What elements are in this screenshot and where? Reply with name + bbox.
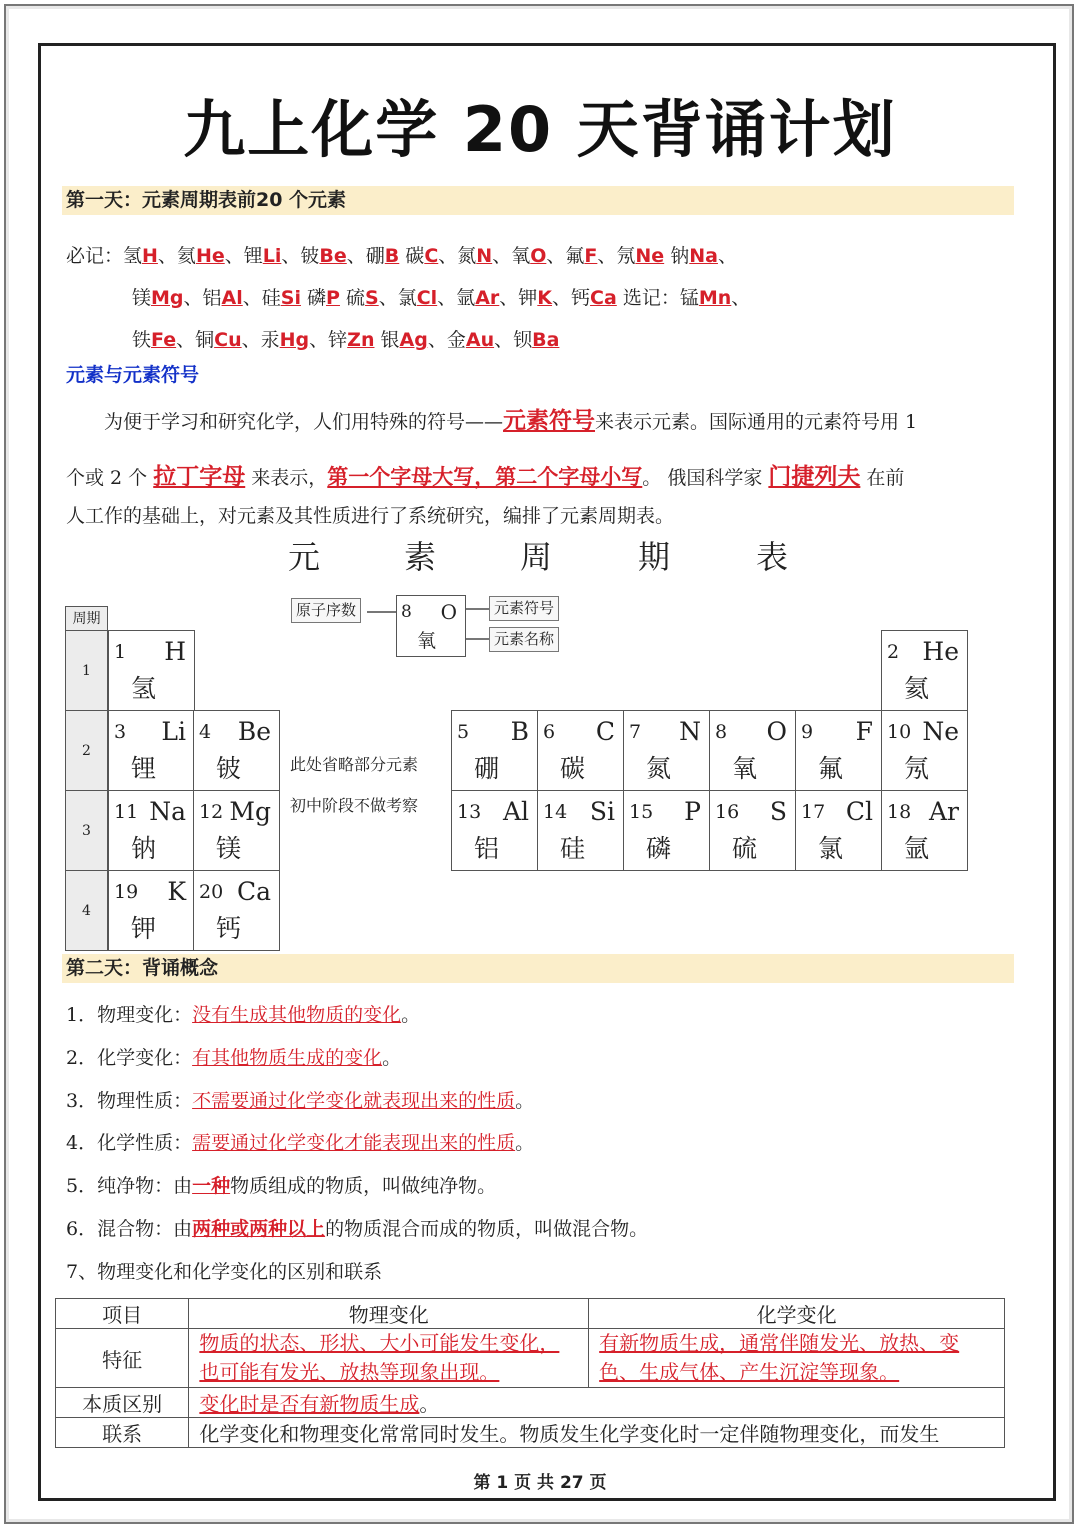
element-text: 、氩 — [437, 287, 476, 309]
element-name: 氢 — [131, 674, 157, 703]
element-symbol: K — [537, 287, 553, 309]
keyword-mendeleev: 门捷列夫 — [768, 464, 861, 490]
element-text: 碳 — [399, 245, 425, 267]
legend-atomic-number: 原子序数 — [291, 598, 361, 623]
table-header: 化学变化 — [589, 1299, 1005, 1329]
element-cell-mg — [193, 790, 280, 871]
element-text: 、氟 — [546, 245, 585, 267]
element-number: 1 — [114, 641, 127, 663]
para-text: 在前 — [866, 467, 905, 489]
element-text: 硫 — [339, 287, 366, 309]
element-cell-cl — [795, 790, 882, 871]
table-row — [56, 1388, 1005, 1418]
element-text: 、 — [717, 245, 737, 267]
element-symbol: Mn — [698, 287, 732, 309]
table-cell: 特征 — [56, 1329, 189, 1388]
element-number: 5 — [457, 721, 470, 743]
element-symbol: Mg — [151, 287, 184, 309]
element-cell-li — [108, 710, 195, 791]
element-text: 银 — [374, 329, 400, 351]
element-cell-f — [795, 710, 882, 791]
element-text: 、硅 — [242, 287, 281, 309]
table-row — [56, 1299, 1005, 1329]
element-name: 氩 — [904, 834, 930, 863]
title-char: 期 — [638, 538, 671, 576]
element-text: 必记：氢 — [66, 245, 143, 267]
table-header: 项目 — [56, 1299, 189, 1329]
element-number: 18 — [887, 801, 912, 823]
element-text: 镁 — [132, 287, 152, 309]
para-line-2 — [66, 458, 904, 491]
element-text: 、硼 — [346, 245, 385, 267]
element-name: 磷 — [646, 834, 672, 863]
concept-item — [66, 1171, 496, 1198]
essence-end: 。 — [419, 1392, 440, 1416]
element-symbol: Au — [465, 329, 495, 351]
element-number: 6 — [543, 721, 556, 743]
element-cell-s — [709, 790, 796, 871]
para-text: 。 俄国科学家 — [642, 467, 763, 489]
table-row — [56, 1329, 1005, 1388]
element-symbol: Ne — [922, 717, 959, 746]
element-cell-c — [537, 710, 624, 791]
table-cell: 本质区别 — [56, 1388, 189, 1418]
element-text: 、 — [731, 287, 751, 309]
table-cell: 联系 — [56, 1418, 189, 1448]
element-symbol: Ar — [928, 797, 959, 826]
concept-tail: 。 — [401, 1004, 421, 1026]
concept-item — [66, 1000, 420, 1027]
page-footer: 第 1 页 共 27 页 — [473, 1473, 607, 1493]
element-symbol: Ar — [475, 287, 500, 309]
element-cell-k — [108, 870, 195, 951]
element-symbol: C — [595, 717, 615, 746]
element-number: 13 — [457, 801, 482, 823]
element-text: 、汞 — [241, 329, 280, 351]
period-3: 3 — [65, 790, 108, 871]
legend-name-label: 元素名称 — [489, 627, 559, 652]
legend-sample-symbol: O — [440, 600, 457, 624]
element-number: 20 — [199, 881, 224, 903]
concept-tail: 物质组成的物质，叫做纯净物。 — [230, 1175, 497, 1197]
concept-item — [66, 1086, 534, 1113]
element-name: 镁 — [216, 834, 242, 863]
element-cell-ne — [881, 710, 968, 791]
concept-tail: 。 — [382, 1047, 402, 1069]
element-symbol: Ag — [399, 329, 428, 351]
element-number: 17 — [801, 801, 826, 823]
element-symbol: F — [584, 245, 598, 267]
element-line-2 — [132, 283, 750, 310]
omitted-note-1: 此处省略部分元素 — [290, 755, 419, 774]
concept-item — [66, 1128, 534, 1155]
concept-definition: 有其他物质生成的变化 — [192, 1047, 383, 1069]
element-name: 氖 — [904, 754, 930, 783]
element-text: 、锌 — [309, 329, 348, 351]
element-name: 碳 — [560, 754, 586, 783]
table-cell — [189, 1388, 1005, 1418]
element-name: 硼 — [474, 754, 500, 783]
day1-heading: 第一天：元素周期表前20 个元素 — [62, 186, 1014, 215]
concept-tail: 的物质混合而成的物质，叫做混合物。 — [325, 1218, 649, 1240]
para-text: 为便于学习和研究化学，人们用特殊的符号—— — [104, 411, 504, 433]
element-number: 2 — [887, 641, 900, 663]
element-symbol: Li — [161, 717, 186, 746]
element-cell-na — [108, 790, 195, 871]
legend-line — [466, 638, 490, 640]
title-char: 素 — [404, 538, 437, 576]
element-symbol: Na — [689, 245, 718, 267]
element-number: 12 — [199, 801, 224, 823]
para-text: 来表示元素。国际通用的元素符号用 1 — [595, 411, 918, 433]
concept-definition: 一种 — [192, 1175, 231, 1197]
element-text: 选记：锰 — [616, 287, 699, 309]
element-cell-p — [623, 790, 710, 871]
keyword-case-rule: 第一个字母大写，第二个字母小写 — [327, 465, 643, 489]
element-symbol: B — [384, 245, 400, 267]
concept-tail: 。 — [515, 1132, 535, 1154]
para-line-1 — [104, 402, 917, 435]
element-symbol: C — [424, 245, 439, 267]
element-symbol: Na — [149, 797, 186, 826]
element-cell-b — [451, 710, 538, 791]
element-text: 、铝 — [183, 287, 222, 309]
subheading-element-symbols: 元素与元素符号 — [66, 364, 200, 386]
element-symbol: He — [922, 637, 959, 666]
element-symbol: Cu — [214, 329, 242, 351]
element-name: 钾 — [131, 914, 157, 943]
element-symbol: S — [769, 797, 787, 826]
element-symbol: S — [365, 287, 379, 309]
element-text: 、钙 — [552, 287, 591, 309]
element-text: 、锂 — [224, 245, 263, 267]
title-char: 表 — [756, 538, 789, 576]
period-2: 2 — [65, 710, 108, 791]
element-number: 8 — [715, 721, 728, 743]
concept-tail: 。 — [515, 1090, 535, 1112]
para-text: 个或 2 个 — [66, 467, 148, 489]
concept-item — [66, 1214, 648, 1241]
concept-definition: 不需要通过化学变化就表现出来的性质 — [192, 1090, 516, 1112]
element-cell-he — [881, 630, 968, 711]
element-text: 、钡 — [494, 329, 533, 351]
title-char: 元 — [288, 538, 321, 576]
element-symbol: Cl — [845, 797, 873, 826]
element-number: 11 — [114, 801, 139, 823]
element-symbol: Si — [280, 287, 301, 309]
legend-line — [466, 608, 490, 610]
element-number: 9 — [801, 721, 814, 743]
element-number: 15 — [629, 801, 654, 823]
element-symbol: Be — [237, 717, 271, 746]
table-header: 物理变化 — [189, 1299, 589, 1329]
element-text: 、氮 — [438, 245, 477, 267]
concept-label: 3．物理性质： — [66, 1090, 193, 1112]
element-name: 铝 — [474, 834, 500, 863]
element-text: 、铜 — [176, 329, 215, 351]
element-number: 7 — [629, 721, 642, 743]
essence-text: 变化时是否有新物质生成 — [199, 1392, 420, 1416]
element-symbol: Zn — [347, 329, 375, 351]
concept-definition: 需要通过化学变化才能表现出来的性质 — [192, 1132, 516, 1154]
concept-definition: 两种或两种以上 — [192, 1218, 326, 1240]
element-symbol: Ca — [590, 287, 617, 309]
item-7-title: 7、物理变化和化学变化的区别和联系 — [66, 1261, 383, 1283]
element-symbol: K — [167, 877, 186, 906]
element-text: 、氧 — [492, 245, 531, 267]
legend-sample-number: 8 — [401, 602, 412, 622]
concept-label: 2．化学变化： — [66, 1047, 193, 1069]
concept-label: 6．混合物：由 — [66, 1218, 193, 1240]
legend-sample-cell — [396, 595, 466, 657]
element-symbol: He — [195, 245, 225, 267]
element-number: 14 — [543, 801, 568, 823]
element-symbol: H — [142, 245, 158, 267]
element-symbol: Cl — [416, 287, 438, 309]
element-cell-be — [193, 710, 280, 791]
element-name: 钙 — [216, 914, 242, 943]
element-name: 氯 — [818, 834, 844, 863]
element-name: 铍 — [216, 754, 242, 783]
element-cell-h — [108, 630, 195, 711]
element-symbol: Hg — [279, 329, 310, 351]
element-text: 、金 — [427, 329, 466, 351]
element-name: 氟 — [818, 754, 844, 783]
table-cell: 物质的状态、形状、大小可能发生变化，也可能有发光、放热等现象出现。 — [189, 1329, 589, 1388]
concept-label: 5．纯净物：由 — [66, 1175, 193, 1197]
element-text: 、铍 — [281, 245, 320, 267]
legend-sample-name: 氧 — [417, 630, 437, 652]
element-cell-al — [451, 790, 538, 871]
table-cell: 有新物质生成，通常伴随发光、放热、变色、生成气体、产生沉淀等现象。 — [589, 1329, 1005, 1388]
element-number: 3 — [114, 721, 127, 743]
keyword-latin-letters: 拉丁字母 — [153, 464, 246, 490]
element-symbol: P — [326, 287, 340, 309]
legend-line — [367, 611, 397, 613]
element-name: 氧 — [732, 754, 758, 783]
element-symbol: Mg — [229, 797, 271, 826]
element-symbol: Ne — [635, 245, 665, 267]
element-name: 锂 — [131, 754, 157, 783]
element-text: 、氯 — [378, 287, 417, 309]
element-symbol: F — [855, 717, 873, 746]
element-symbol: N — [679, 717, 701, 746]
omitted-note-2: 初中阶段不做考察 — [290, 796, 419, 815]
element-symbol: H — [164, 637, 186, 666]
para-text: 来表示， — [251, 467, 328, 489]
element-cell-o — [709, 710, 796, 791]
element-text: 铁 — [132, 329, 152, 351]
period-4: 4 — [65, 870, 108, 951]
element-symbol: Si — [589, 797, 615, 826]
element-symbol: Ba — [532, 329, 560, 351]
concept-definition: 没有生成其他物质的变化 — [192, 1004, 402, 1026]
element-symbol: O — [766, 717, 787, 746]
element-cell-si — [537, 790, 624, 871]
page-title: 九上化学 20 天背诵计划 — [183, 93, 897, 166]
table-row — [56, 1418, 1005, 1448]
element-name: 钠 — [131, 834, 157, 863]
element-name: 氦 — [904, 674, 930, 703]
element-symbol: Fe — [151, 329, 177, 351]
element-symbol: Ca — [236, 877, 271, 906]
concept-item — [66, 1043, 401, 1070]
element-cell-ar — [881, 790, 968, 871]
element-number: 10 — [887, 721, 912, 743]
element-number: 16 — [715, 801, 740, 823]
element-text: 钠 — [664, 245, 690, 267]
element-name: 硅 — [560, 834, 586, 863]
comparison-table — [55, 1298, 1005, 1448]
element-line-3 — [132, 325, 559, 352]
element-text: 、氦 — [157, 245, 196, 267]
element-cell-ca — [193, 870, 280, 951]
title-char: 周 — [520, 538, 553, 576]
element-text: 、氖 — [597, 245, 636, 267]
para-line-3: 人工作的基础上，对元素及其性质进行了系统研究，编排了元素周期表。 — [66, 505, 675, 527]
element-symbol: B — [510, 717, 529, 746]
day2-heading: 第二天：背诵概念 — [62, 954, 1014, 983]
element-name: 氮 — [646, 754, 672, 783]
element-symbol: Be — [319, 245, 347, 267]
element-number: 4 — [199, 721, 212, 743]
concept-label: 4．化学性质： — [66, 1132, 193, 1154]
element-symbol: P — [684, 797, 701, 826]
keyword-element-symbol: 元素符号 — [503, 408, 596, 434]
element-symbol: Al — [502, 797, 529, 826]
element-symbol: N — [476, 245, 493, 267]
element-cell-n — [623, 710, 710, 791]
element-symbol: Al — [221, 287, 243, 309]
element-text: 、钾 — [499, 287, 538, 309]
table-cell: 化学变化和物理变化常常同时发生。物质发生化学变化时一定伴随物理变化，而发生 — [189, 1418, 1005, 1448]
element-symbol: Li — [262, 245, 282, 267]
period-1: 1 — [65, 630, 108, 711]
concept-label: 1．物理变化： — [66, 1004, 193, 1026]
element-number: 19 — [114, 881, 139, 903]
period-header: 周期 — [65, 606, 108, 631]
element-name: 硫 — [732, 834, 758, 863]
element-text: 磷 — [300, 287, 327, 309]
element-symbol: O — [530, 245, 547, 267]
element-line-1 — [66, 241, 737, 268]
legend-symbol-label: 元素符号 — [489, 596, 559, 621]
